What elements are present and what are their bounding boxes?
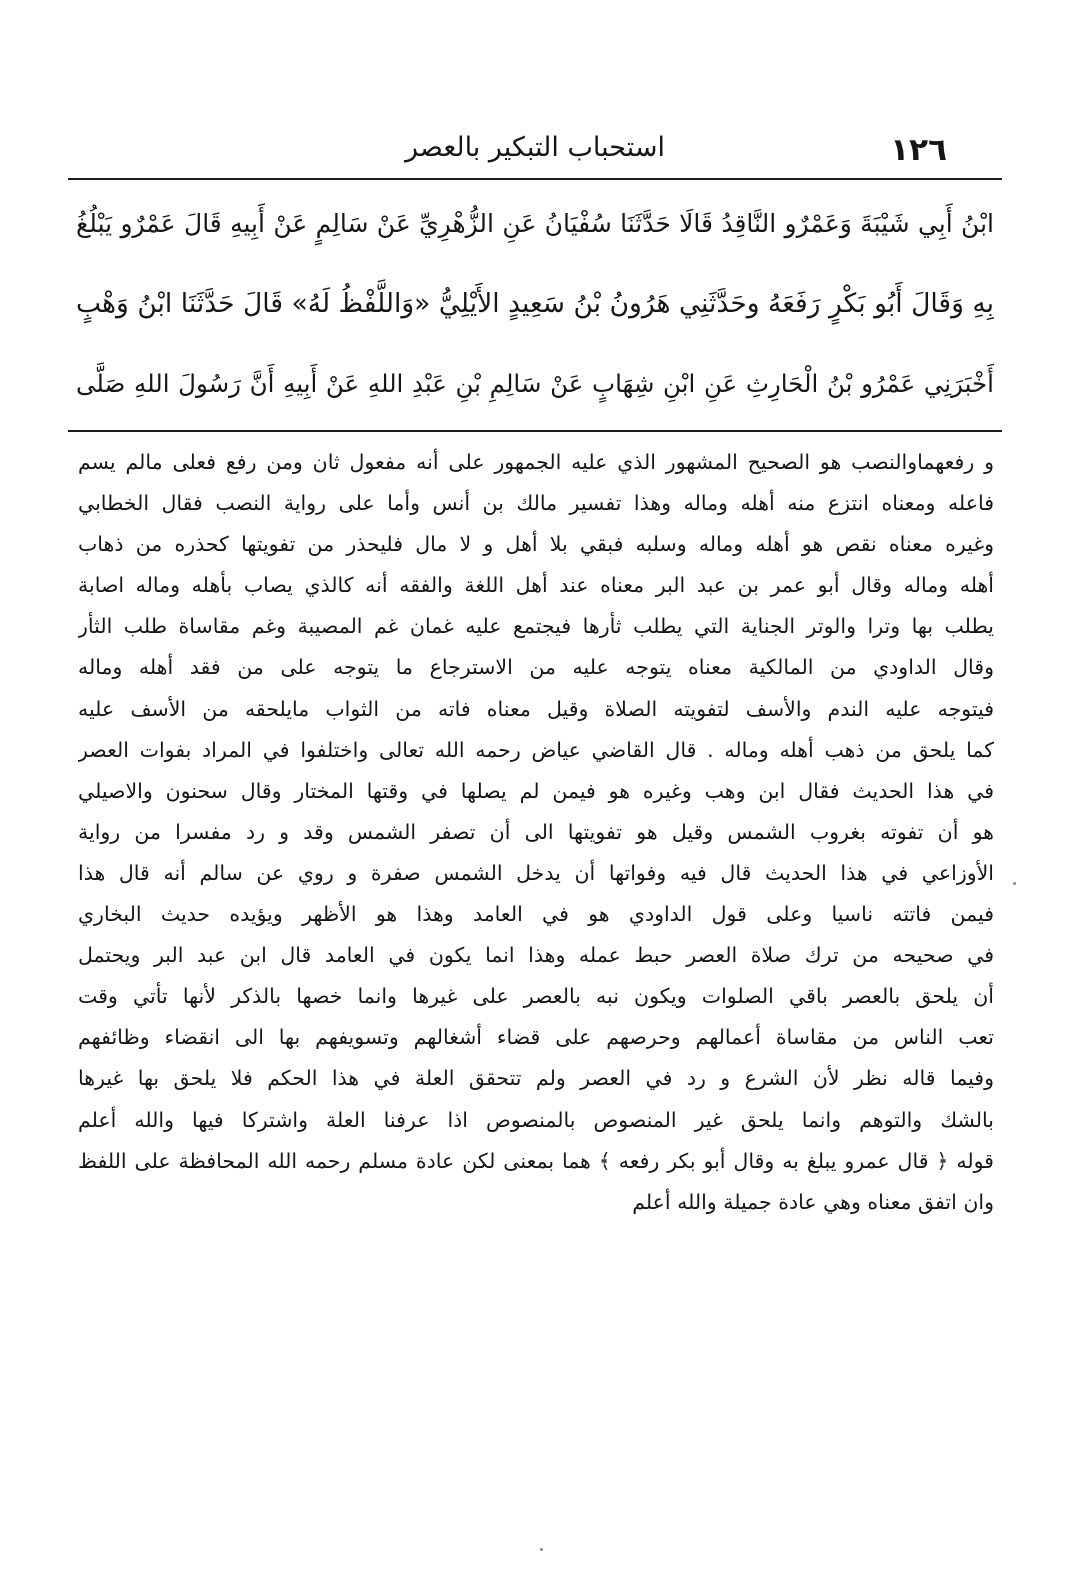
hadith-line: بِهِ وَقَالَ أَبُو بَكْرٍ رَفَعَهُ وحَدَّثَنِي هَرُونُ بْنُ سَعِيدٍ الأَيْلِيُّ «وَاللَّفْظُ لَهُ» قَالَ حَدَّثَنَا ابْنُ وَهْبٍ: [76, 288, 994, 319]
hadith-line: أَخْبَرَنِي عَمْرُو بْنُ الْحَارِثِ عَنِ ابْنِ شِهَابٍ عَنْ سَالِمِ بْنِ عَبْدِ اللهِ عَنْ أَبِيهِ أَنَّ رَسُولَ اللهِ صَلَّى: [76, 369, 994, 398]
scan-speck: [1013, 882, 1016, 885]
commentary-line: بالشك والتوهم وانما يلحق غير المنصوص بالمنصوص اذا عرفنا العلة واشتركا فيها والله أعلم: [78, 1107, 994, 1132]
commentary-line: وان اتفق معناه وهي عادة جميلة والله أعلم: [632, 1189, 994, 1214]
commentary-line: يطلب بها وترا والوتر الجناية التي يطلب ثأرها فيجتمع عليه غمان غم المصيبة وغم مقاساة طلب الثأر: [78, 614, 994, 639]
commentary-line: و رفعهماوالنصب هو الصحيح المشهور الذي عليه الجمهور على أنه مفعول ثان ومن رفع فعلى مالم يسم: [78, 450, 994, 474]
scan-speck: [540, 1548, 543, 1551]
commentary-line: فاعله ومعناه انتزع منه أهله وماله وهذا تفسير مالك بن أنس وأما على رواية النصب فقال الخطابي: [78, 491, 994, 516]
section-divider: [68, 430, 1002, 432]
commentary-line: أن يلحق بالعصر باقي الصلوات ويكون نبه بالعصر على غيرها وانما خصها بالذكر لأنها تأتي وقت: [78, 984, 994, 1009]
hadith-line: ابْنُ أَبِي شَيْبَةَ وَعَمْرٌو النَّاقِدُ قَالَا حَدَّثَنَا سُفْيَانُ عَنِ الزُّهْرِيِّ عَنْ سَالِمٍ عَنْ أَبِيهِ قَالَ عَمْرٌو يَبْلُغُ: [76, 209, 994, 238]
commentary-line: هو أن تفوته بغروب الشمس وقيل هو تفويتها الى أن تصفر الشمس وقد و رد مفسرا من رواية: [78, 819, 994, 844]
commentary-line: الأوزاعي في هذا الحديث قال فيه وفواتها أن يدخل الشمس صفرة و روي عن سالم أنه قال هذا: [78, 860, 994, 885]
commentary-line: في صحيحه من ترك صلاة العصر حبط عمله وهذا انما يكون في العامد قال ابن عبد البر ويحتمل: [78, 943, 994, 968]
commentary-line: فيمن فاتته ناسيا وعلى قول الداودي هو في العامد وهذا هو الأظهر ويؤيده حديث البخاري: [78, 902, 994, 927]
commentary-line: كما يلحق من ذهب أهله وماله . قال القاضي عياض رحمه الله تعالى واختلفوا في المراد بفوات العصر: [78, 737, 994, 762]
page-number: ١٢٦: [890, 132, 947, 168]
commentary-line: فيتوجه عليه الندم والأسف لتفويته الصلاة وقيل معناه فاته من الثواب مايلحقه من الأسف عليه: [78, 696, 994, 721]
running-title: استحباب التبكير بالعصر: [405, 132, 665, 163]
page-header: [68, 128, 1002, 178]
commentary-text: [78, 442, 994, 1223]
hadith-text: [76, 184, 994, 424]
header-rule: [68, 178, 1002, 180]
commentary-line: وفيما قاله نظر لأن الشرع و رد في العصر ولم تتحقق العلة في هذا الحكم فلا يلحق بها غيرها: [78, 1066, 994, 1091]
commentary-line: في هذا الحديث فقال ابن وهب وغيره هو فيمن لم يصلها في وقتها المختار وقال سحنون والاصيلي: [78, 778, 994, 803]
commentary-line: قوله ﴿ قال عمرو يبلغ به وقال أبو بكر رفعه ﴾ هما بمعنى لكن عادة مسلم رحمه الله المحافظة على اللفظ: [78, 1148, 994, 1173]
commentary-line: تعب الناس من مقاساة أعمالهم وحرصهم على قضاء أشغالهم وتسويفهم بها الى انقضاء وظائفهم: [78, 1025, 994, 1050]
commentary-line: أهله وماله وقال أبو عمر بن عبد البر معناه عند أهل اللغة والفقه أنه كالذي يصاب بأهله وماله اصابة: [78, 573, 994, 598]
commentary-line: وغيره معناه نقص هو أهله وماله وسلبه فبقي بلا أهل و لا مال فليحذر من تفويتها كحذره من ذهاب: [78, 532, 994, 557]
commentary-line: وقال الداودي من المالكية معناه يتوجه عليه من الاسترجاع ما يتوجه على من فقد أهله وماله: [78, 655, 994, 680]
